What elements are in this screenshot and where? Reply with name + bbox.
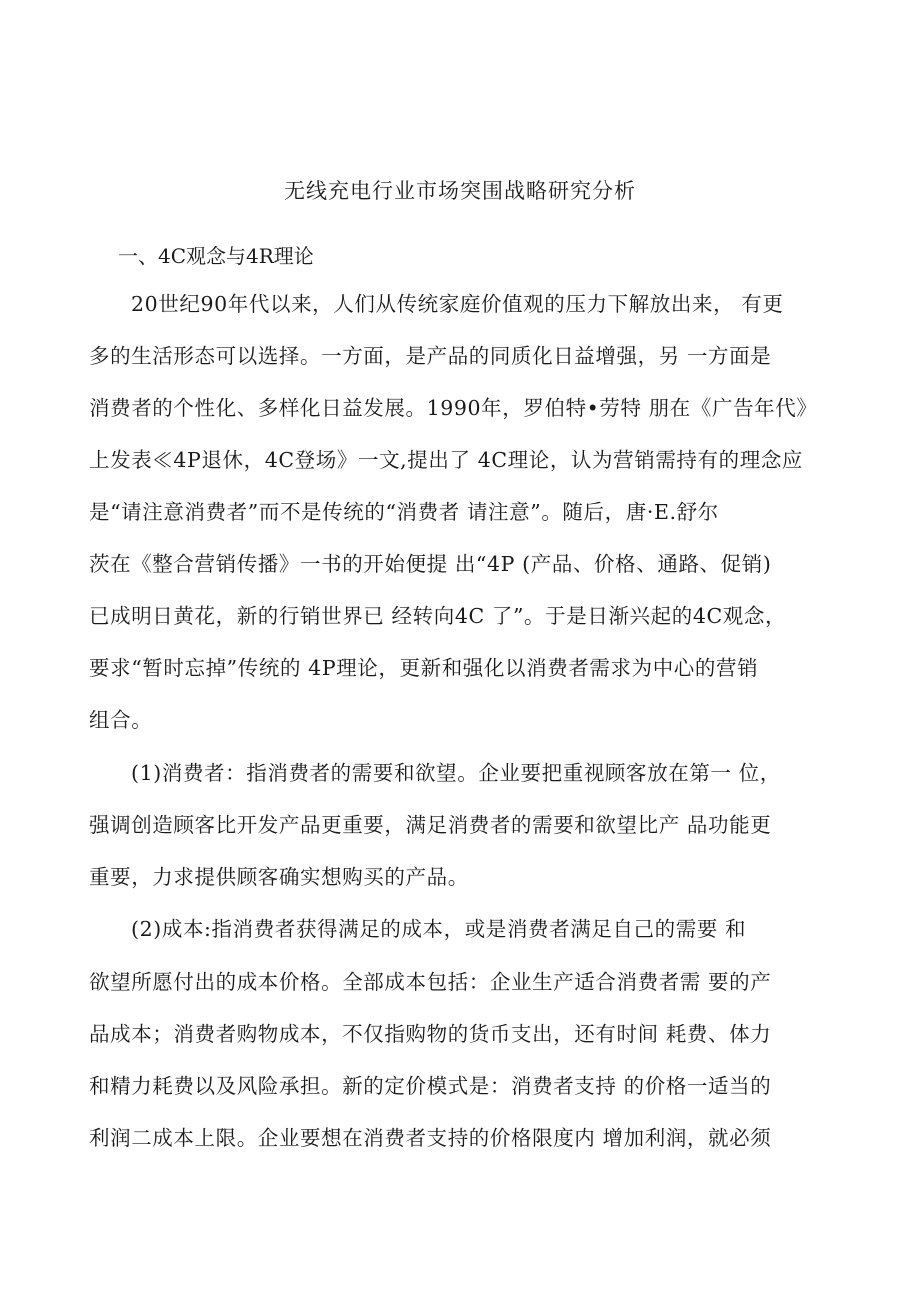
paragraph-line: 多的生活形态可以选择。一方面，是产品的同质化日益增强，另 一方面是 xyxy=(89,344,772,368)
paragraph-line: 上发表≪4P退休，4C登场》一文,提出了 4C理论，认为营销需持有的理念应 xyxy=(89,448,804,472)
paragraph-line: 消费者的个性化、多样化日益发展。1990年，罗伯特•劳特 朋在《广告年代》 xyxy=(89,396,818,420)
paragraph-line: (2)成本:指消费者获得满足的成本，或是消费者满足自己的需要 和 xyxy=(131,917,747,941)
paragraph-line: 组合。 xyxy=(89,708,153,732)
paragraph-line: 是“请注意消费者”而不是传统的“消费者 请注意”。随后，唐·E.舒尔 xyxy=(89,500,719,524)
paragraph-line: 已成明日黄花，新的行销世界已 经转向4C 了”。于是日渐兴起的4C观念， xyxy=(89,604,787,628)
paragraph-line: 欲望所愿付出的成本价格。全部成本包括：企业生产适合消费者需 要的产 xyxy=(89,970,772,994)
paragraph-line: 茨在《整合营销传播》一书的开始便提 出“4P (产品、价格、通路、促销) xyxy=(89,552,772,576)
paragraph-line: 强调创造顾客比开发产品更重要，满足消费者的需要和欲望比产 品功能更 xyxy=(89,813,772,837)
paragraph-line: (1)消费者：指消费者的需要和欲望。企业要把重视顾客放在第一 位， xyxy=(131,761,781,785)
paragraph-line: 20世纪90年代以来，人们从传统家庭价值观的压力下解放出来， 有更 xyxy=(131,292,784,316)
section-heading: 一、4C观念与4R理论 xyxy=(118,244,314,268)
paragraph-line: 要求“暂时忘掉”传统的 4P理论，更新和强化以消费者需求为中心的营销 xyxy=(89,656,759,680)
paragraph-line: 品成本；消费者购物成本，不仅指购物的货币支出，还有时间 耗费、体力 xyxy=(89,1022,772,1046)
paragraph-line: 和精力耗费以及风险承担。新的定价模式是：消费者支持 的价格一适当的 xyxy=(89,1074,772,1098)
document-title: 无线充电行业市场突围战略研究分析 xyxy=(284,179,636,203)
paragraph-line: 利润二成本上限。企业要想在消费者支持的价格限度内 增加利润，就必须 xyxy=(89,1126,772,1150)
paragraph-line: 重要，力求提供顾客确实想购买的产品。 xyxy=(89,865,469,889)
